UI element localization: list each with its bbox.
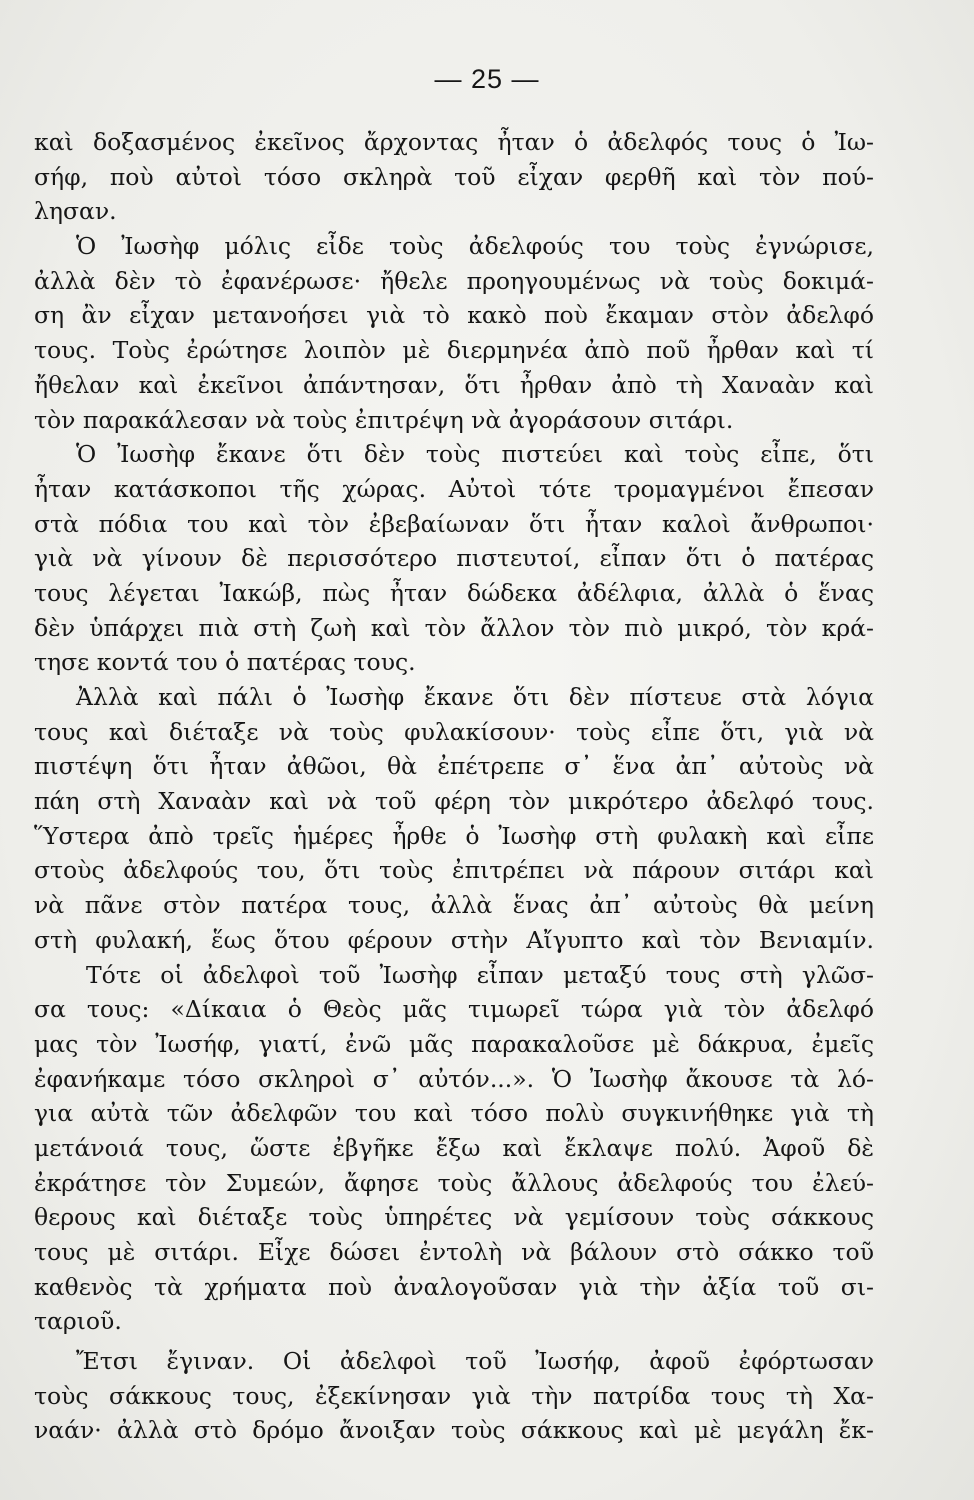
paragraph-start-line: Ἔτσι ἔγιναν. Οἱ ἀδελφοὶ τοῦ Ἰωσήφ, ἀφοῦ ἐφόρτωσαν (76, 1347, 874, 1376)
text-line: τους μὲ σιτάρι. Εἶχε δώσει ἐντολὴ νὰ βάλουν στὸ σάκκο τοῦ (34, 1238, 874, 1266)
paragraph-start-line: Τότε οἱ ἀδελφοὶ τοῦ Ἰωσὴφ εἶπαν μεταξύ τους στὴ γλῶσ- (86, 960, 874, 989)
text-line: τοὺς σάκκους τους, ἐξεκίνησαν γιὰ τὴν πατρίδα τους τὴ Χα- (34, 1381, 874, 1410)
text-line: νὰ πᾶνε στὸν πατέρα τους, ἀλλὰ ἕνας ἀπ᾿ αὐτοὺς θὰ μείνη (34, 891, 874, 920)
body-text (34, 125, 874, 1448)
text-line: τὸν παρακάλεσαν νὰ τοὺς ἐπιτρέψη νὰ ἀγοράσουν σιτάρι. (34, 405, 734, 434)
text-line: για αὐτὰ τῶν ἀδελφῶν του καὶ τόσο πολὺ συγκινήθηκε γιὰ τὴ (34, 1099, 874, 1128)
text-line: ση ἂν εἶχαν μετανοήσει γιὰ τὸ κακὸ ποὺ ἔκαμαν στὸν ἀδελφό (34, 301, 874, 330)
page-number: — 25 — (434, 64, 540, 94)
text-line: Ὕστερα ἀπὸ τρεῖς ἡμέρες ἦρθε ὁ Ἰωσὴφ στὴ φυλακὴ καὶ εἶπε (34, 821, 874, 850)
text-line: τους καὶ διέταξε νὰ τοὺς φυλακίσουν· τοὺς εἶπε ὅτι, γιὰ νὰ (34, 717, 874, 746)
text-line: ναάν· ἀλλὰ στὸ δρόμο ἄνοιξαν τοὺς σάκκους καὶ μὲ μεγάλη ἔκ- (34, 1416, 874, 1445)
text-line: πιστέψη ὅτι ἦταν ἀθῶοι, θὰ ἐπέτρεπε σ᾿ ἕνα ἀπ᾿ αὐτοὺς νὰ (34, 752, 874, 781)
paragraph-start-line: Ἀλλὰ καὶ πάλι ὁ Ἰωσὴφ ἔκανε ὅτι δὲν πίστευε στὰ λόγια (76, 683, 874, 711)
text-line: δὲν ὑπάρχει πιὰ στὴ ζωὴ καὶ τὸν ἄλλον τὸν πιὸ μικρό, τὸν κρά- (34, 613, 874, 642)
text-line: ἐκράτησε τὸν Συμεών, ἄφησε τοὺς ἄλλους ἀδελφούς του ἐλεύ- (34, 1168, 874, 1197)
text-line: σα τους: «Δίκαια ὁ Θεὸς μᾶς τιμωρεῖ τώρα γιὰ τὸν ἀδελφό (34, 995, 874, 1024)
text-line: τους λέγεται Ἰακώβ, πὼς ἦταν δώδεκα ἀδέλφια, ἀλλὰ ὁ ἕνας (34, 578, 874, 607)
text-line: ἐφανήκαμε τόσο σκληροὶ σ᾿ αὐτόν...». Ὁ Ἰωσὴφ ἄκουσε τὰ λό- (34, 1064, 874, 1093)
paragraph-start-line: Ὁ Ἰωσὴφ μόλις εἶδε τοὺς ἀδελφούς του τοὺς ἐγνώρισε, (76, 232, 874, 261)
text-line: μετάνοιά τους, ὥστε ἐβγῆκε ἔξω καὶ ἔκλαψε πολύ. Ἀφοῦ δὲ (34, 1133, 874, 1162)
text-line: ἀλλὰ δὲν τὸ ἐφανέρωσε· ἤθελε προηγουμένως νὰ τοὺς δοκιμά- (34, 266, 874, 295)
text-line: ταριοῦ. (34, 1307, 122, 1336)
text-line: γιὰ νὰ γίνουν δὲ περισσότερο πιστευτοί, εἶπαν ὅτι ὁ πατέρας (34, 544, 874, 573)
text-line: σήφ, ποὺ αὐτοὶ τόσο σκληρὰ τοῦ εἶχαν φερθῆ καὶ τὸν πού- (34, 162, 874, 191)
text-line: θερους καὶ διέταξε τοὺς ὑπηρέτες νὰ γεμίσουν τοὺς σάκκους (34, 1203, 874, 1232)
text-line: ἦταν κατάσκοποι τῆς χώρας. Αὐτοὶ τότε τρομαγμένοι ἔπεσαν (34, 474, 874, 503)
text-line: καὶ δοξασμένος ἐκεῖνος ἄρχοντας ἦταν ὁ ἀδελφός τους ὁ Ἰω- (34, 128, 874, 156)
text-line: στὴ φυλακή, ἕως ὅτου φέρουν στὴν Αἴγυπτο καὶ τὸν Βενιαμίν. (34, 925, 874, 954)
paragraph-start-line: Ὁ Ἰωσὴφ ἔκανε ὅτι δὲν τοὺς πιστεύει καὶ τοὺς εἶπε, ὅτι (76, 440, 874, 469)
text-line: τησε κοντά του ὁ πατέρας τους. (34, 648, 416, 677)
text-line: στοὺς ἀδελφούς του, ὅτι τοὺς ἐπιτρέπει νὰ πάρουν σιτάρι καὶ (34, 856, 874, 885)
text-line: καθενὸς τὰ χρήματα ποὺ ἀναλογοῦσαν γιὰ τὴν ἀξία τοῦ σι- (34, 1272, 874, 1301)
text-line: πάη στὴ Χαναὰν καὶ νὰ τοῦ φέρη τὸν μικρότερο ἀδελφό τους. (34, 787, 874, 816)
text-line: στὰ πόδια του καὶ τὸν ἐβεβαίωναν ὅτι ἦταν καλοὶ ἄνθρωποι· (34, 509, 874, 538)
text-line: ἤθελαν καὶ ἐκεῖνοι ἀπάντησαν, ὅτι ἦρθαν ἀπὸ τὴ Χαναὰν καὶ (34, 370, 874, 399)
text-line: λησαν. (34, 197, 117, 226)
text-line: μας τὸν Ἰωσήφ, γιατί, ἐνῶ μᾶς παρακαλοῦσε μὲ δάκρυα, ἐμεῖς (34, 1029, 874, 1058)
text-line: τους. Τοὺς ἐρώτησε λοιπὸν μὲ διερμηνέα ἀπὸ ποῦ ἦρθαν καὶ τί (34, 336, 874, 365)
